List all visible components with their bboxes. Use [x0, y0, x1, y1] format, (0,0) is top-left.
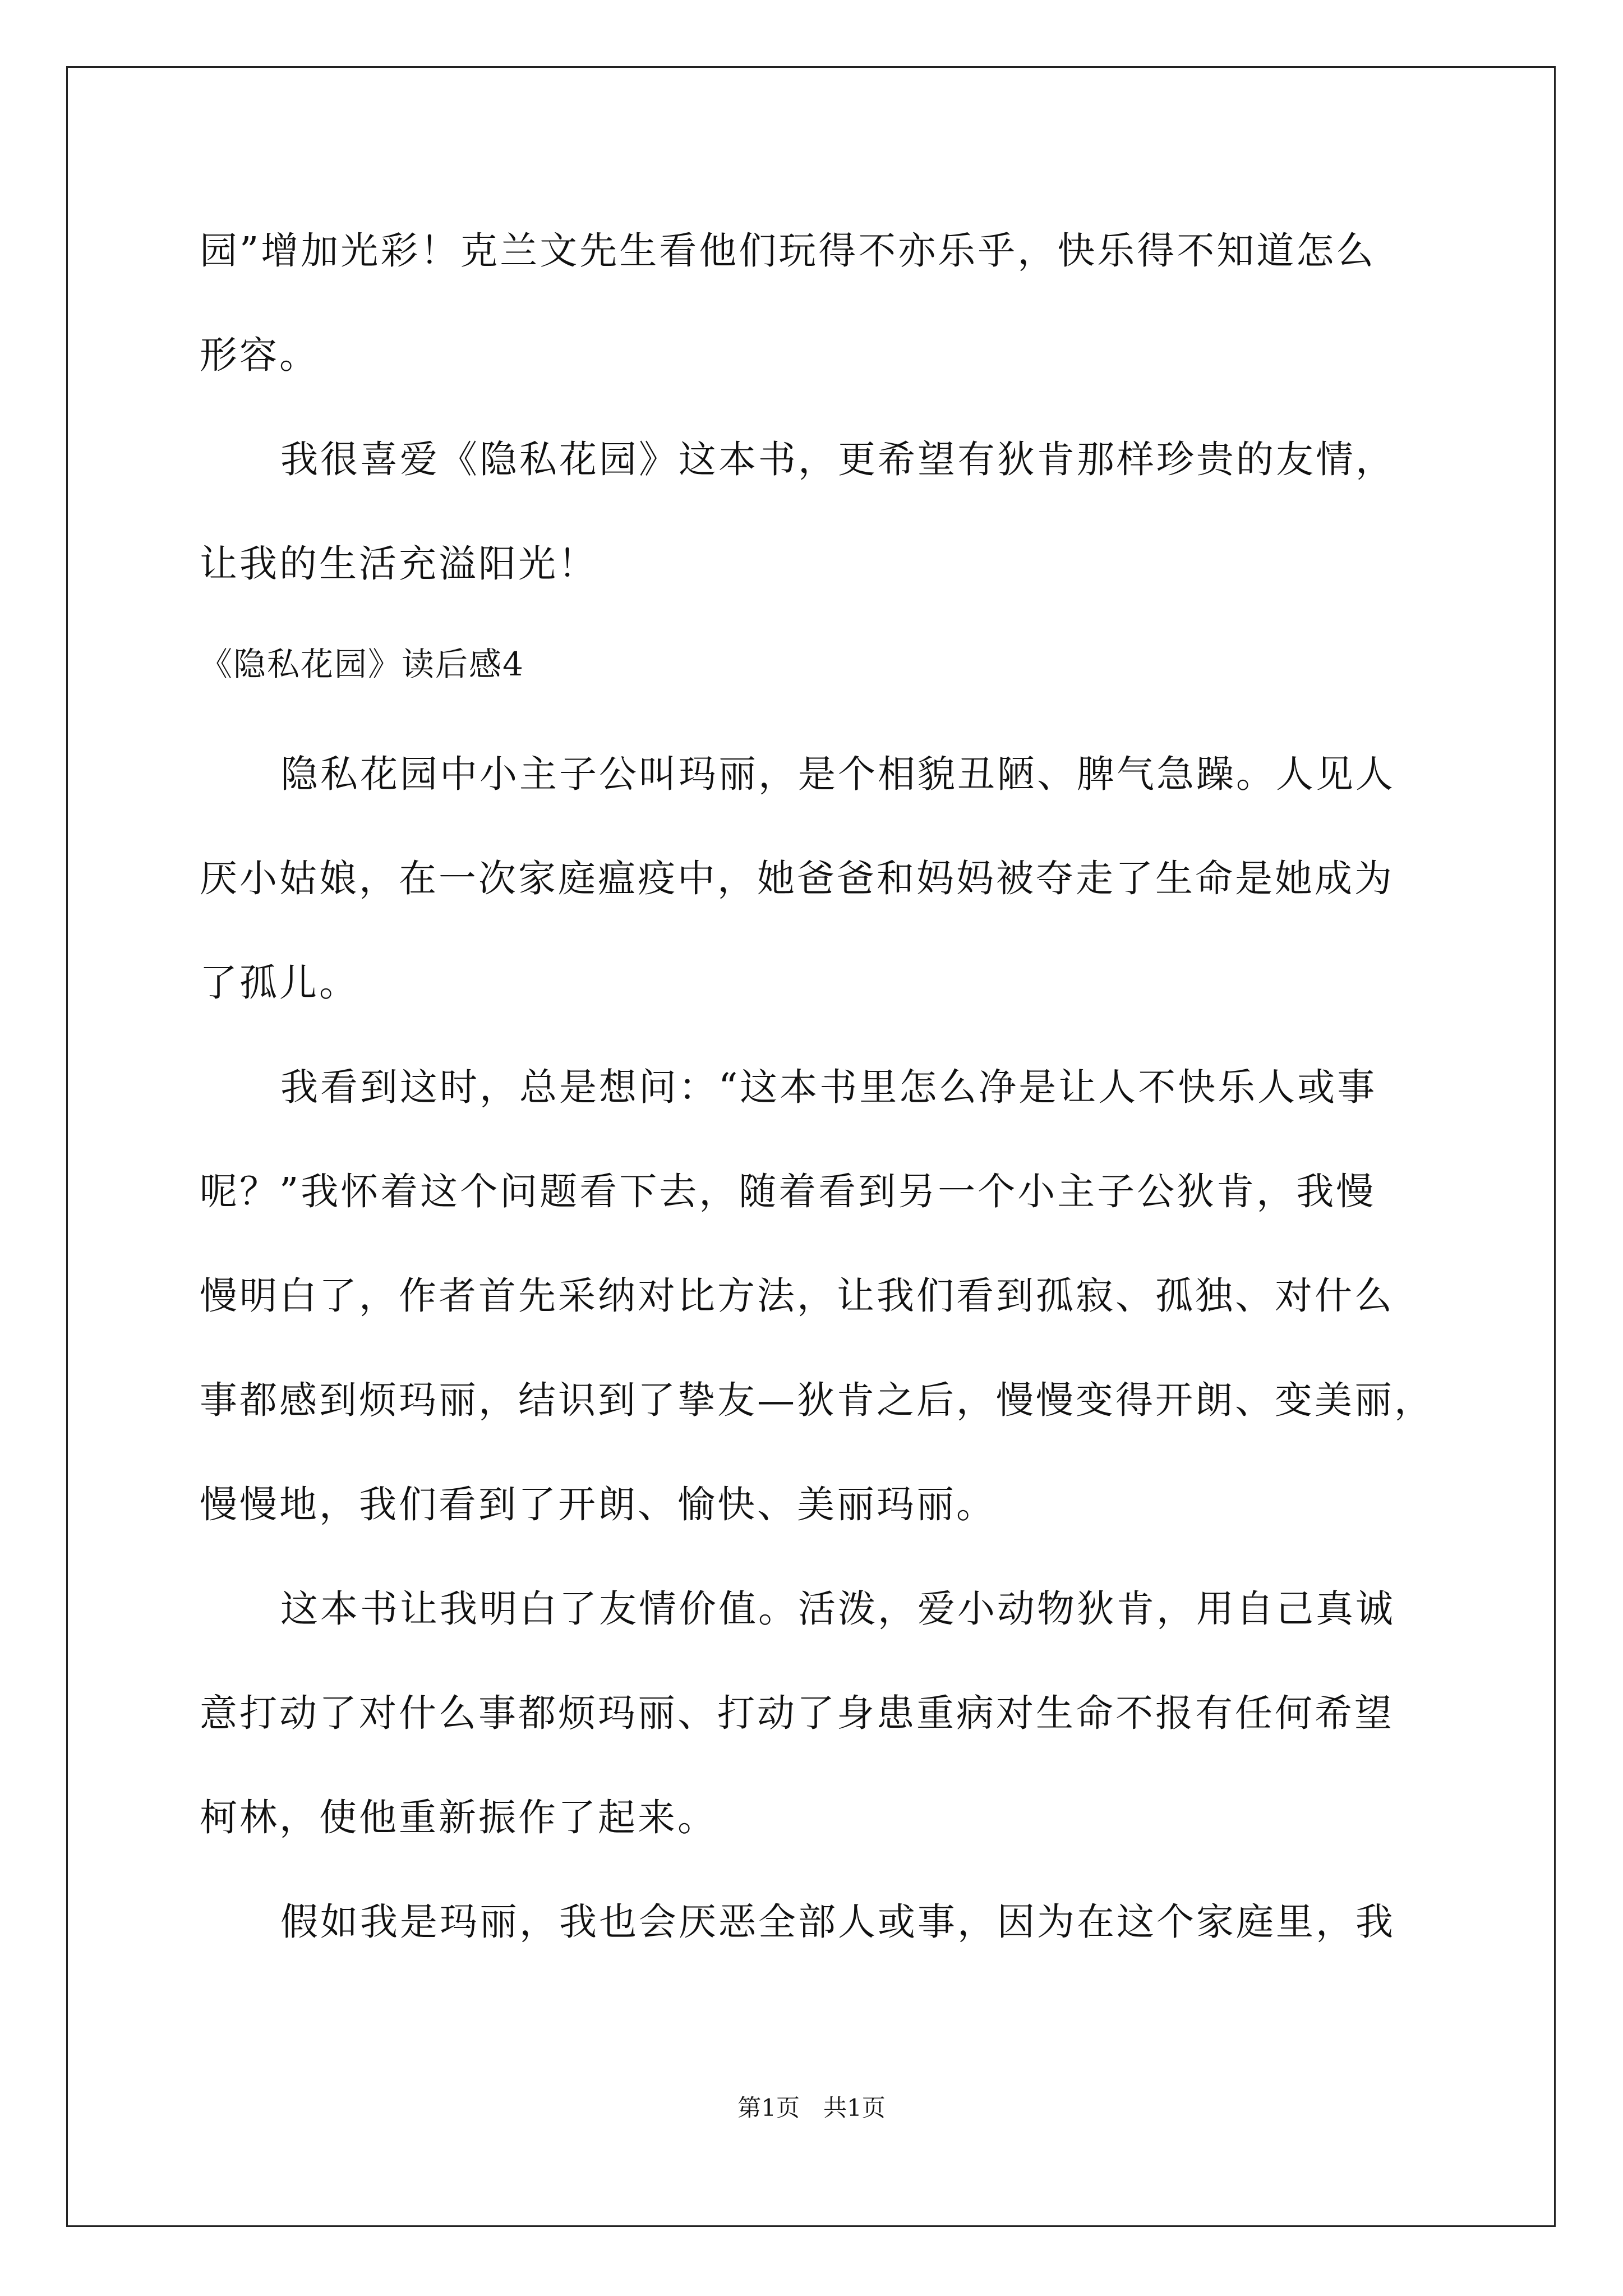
paragraph-line: 我看到这时，总是想问：“这本书里怎么净是让人不快乐人或事: [280, 1065, 1377, 1109]
paragraph-line: 形容。: [200, 333, 319, 377]
paragraph-line: 我很喜爱《隐私花园》这本书，更希望有狄肯那样珍贵的友情，: [280, 438, 1395, 481]
paragraph-line: 意打动了对什么事都烦玛丽、打动了身患重病对生命不报有任何希望: [200, 1691, 1394, 1735]
paragraph-line: 让我的生活充溢阳光！: [200, 542, 598, 586]
paragraph-line: 厌小姑娘，在一次家庭瘟疫中，她爸爸和妈妈被夺走了生命是她成为: [200, 857, 1394, 900]
paragraph-line: 呢？”我怀着这个问题看下去，随着看到另一个小主子公狄肯，我慢: [200, 1170, 1376, 1213]
paragraph-line: 隐私花园中小主子公叫玛丽，是个相貌丑陋、脾气急躁。人见人: [280, 752, 1395, 796]
paragraph-line: 假如我是玛丽，我也会厌恶全部人或事，因为在这个家庭里，我: [280, 1900, 1395, 1944]
page-number-footer: 第1页 共1页: [737, 2094, 886, 2122]
paragraph-line: 这本书让我明白了友情价值。活泼，爱小动物狄肯，用自己真诚: [280, 1587, 1395, 1631]
section-heading: 《隐私花园》读后感4: [200, 645, 524, 683]
paragraph-line: 事都感到烦玛丽，结识到了挚友—狄肯之后，慢慢变得开朗、变美丽，: [200, 1378, 1434, 1422]
paragraph-line: 了孤儿。: [200, 961, 359, 1005]
paragraph-line: 慢明白了，作者首先采纳对比方法，让我们看到孤寂、孤独、对什么: [200, 1274, 1394, 1318]
paragraph-line: 慢慢地，我们看到了开朗、愉快、美丽玛丽。: [200, 1483, 996, 1526]
paragraph-line: 园”增加光彩！克兰文先生看他们玩得不亦乐乎，快乐得不知道怎么: [200, 229, 1376, 273]
paragraph-line: 柯林，使他重新振作了起来。: [200, 1796, 717, 1839]
